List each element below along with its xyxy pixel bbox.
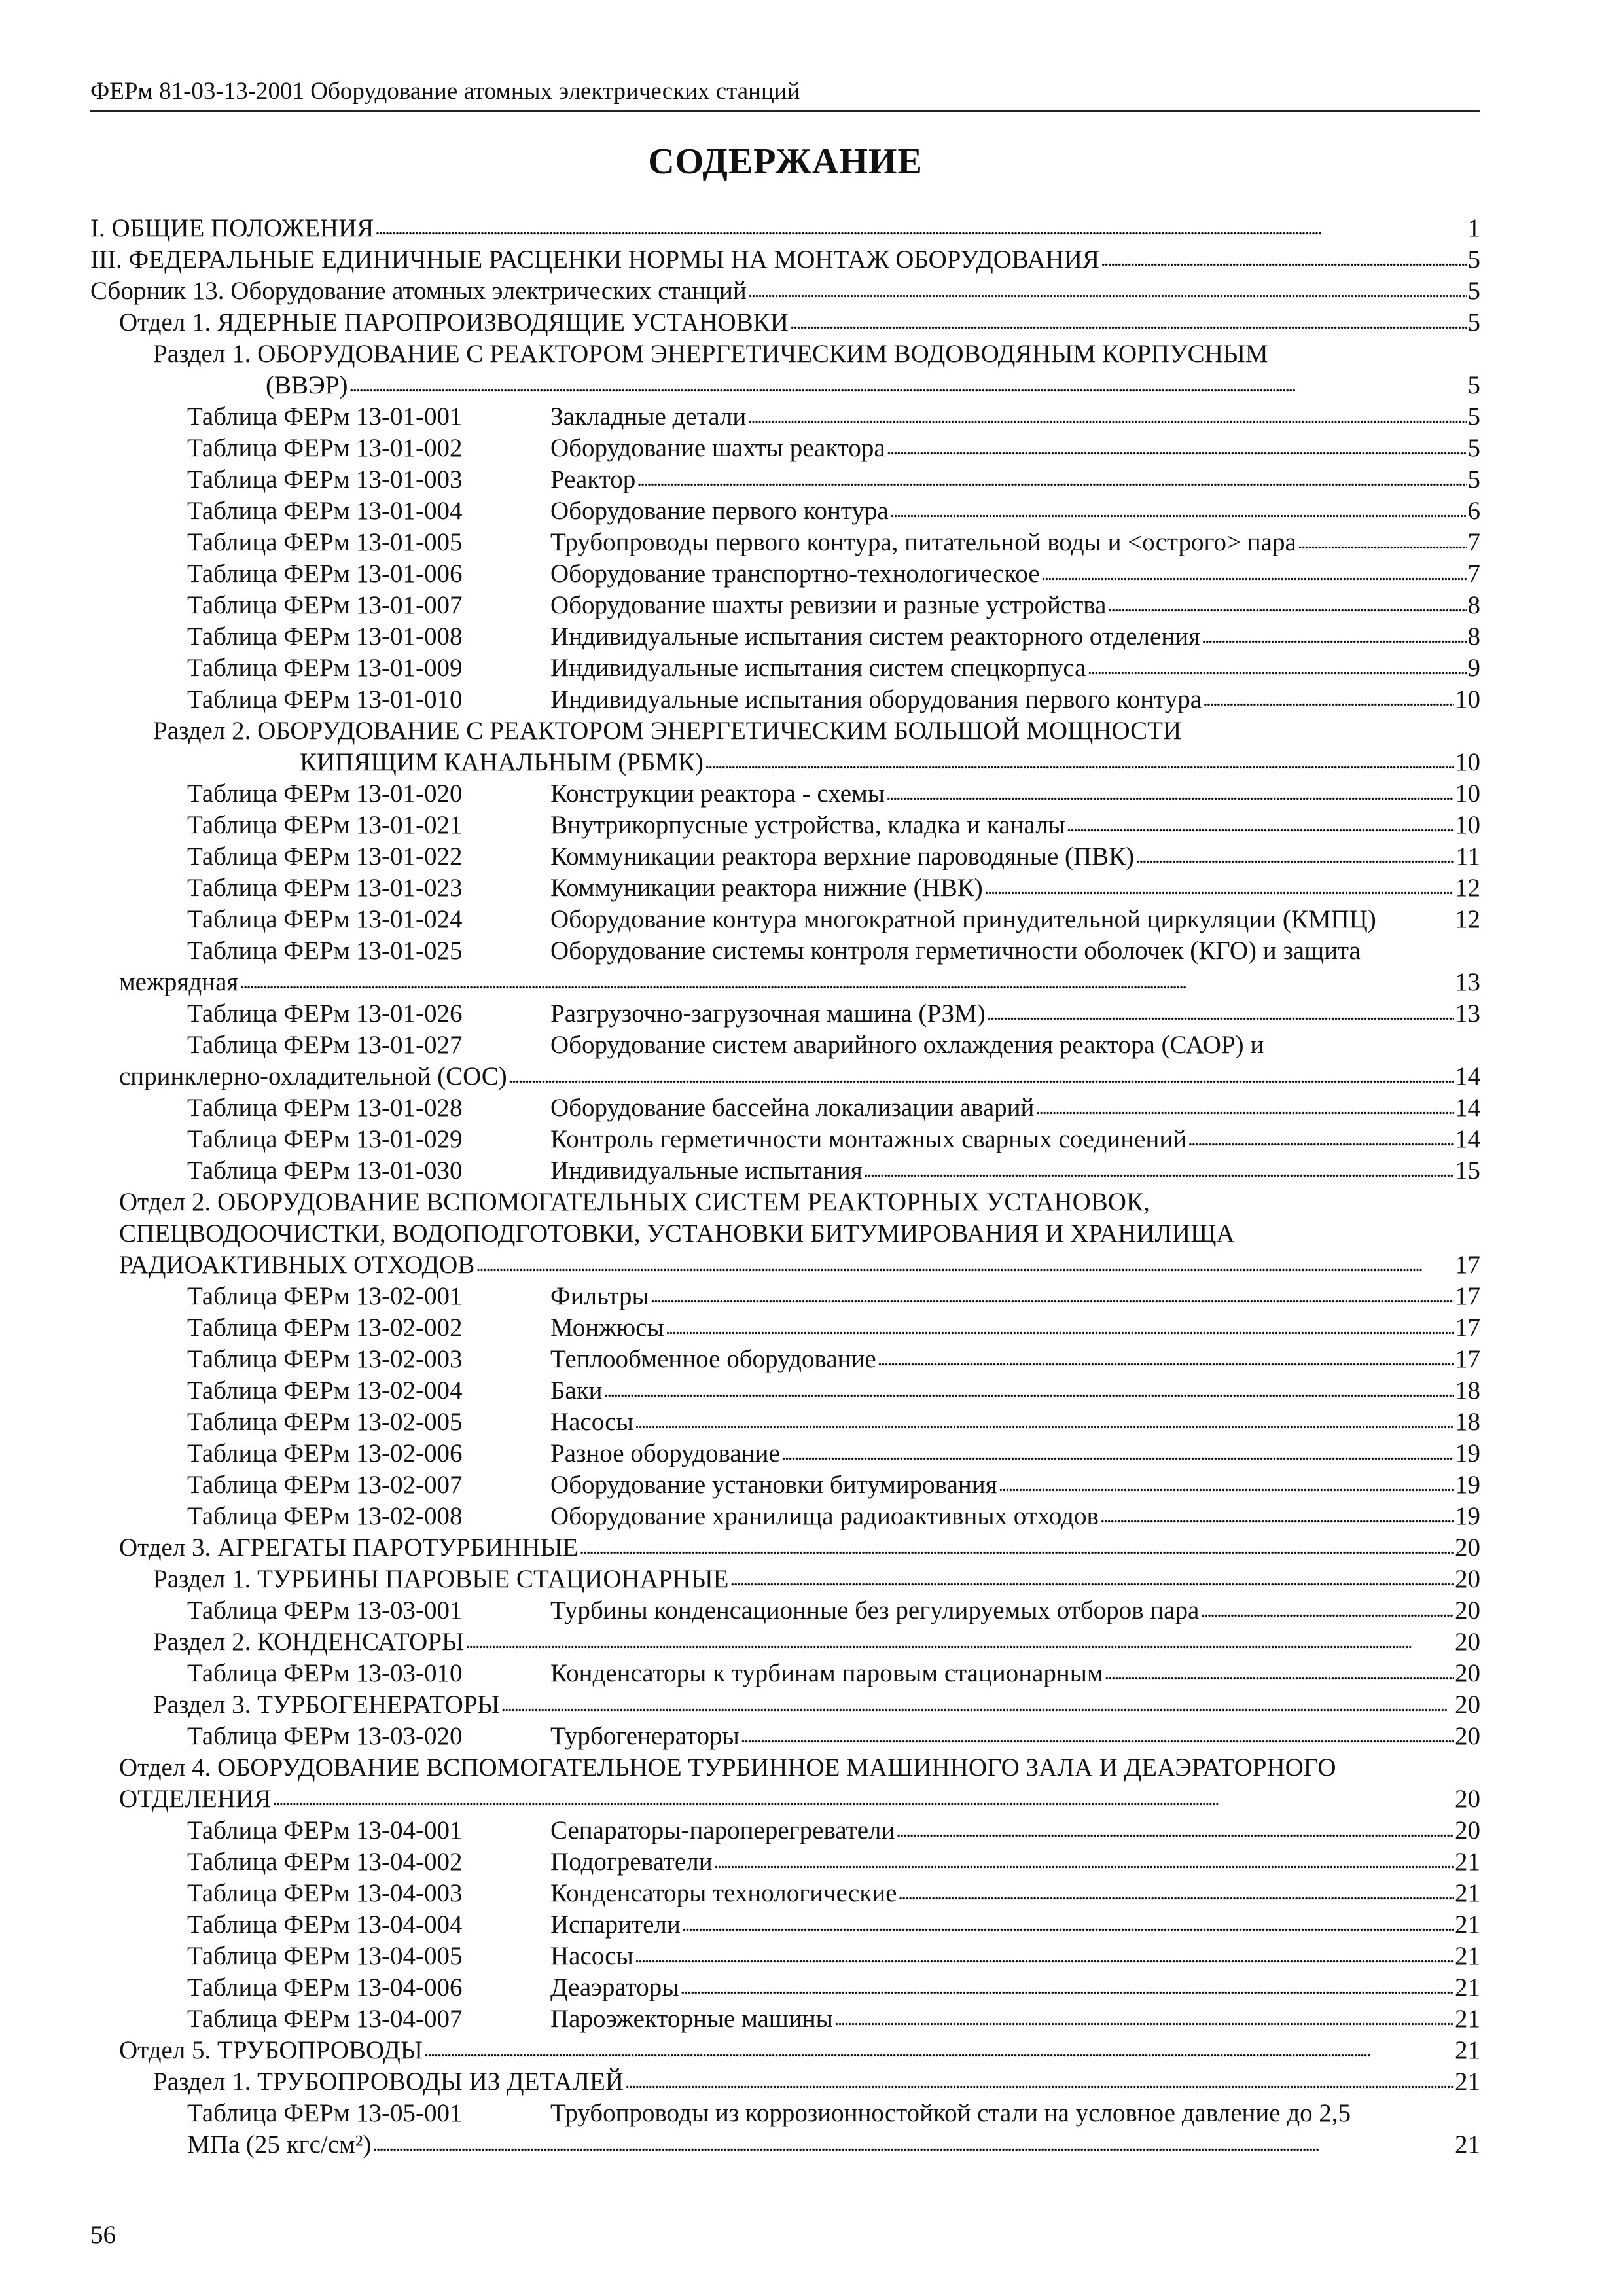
toc-dot-leader	[790, 305, 1467, 338]
toc-entry[interactable]	[90, 1595, 1480, 1626]
toc-table-id: Таблица ФЕРм 13-01-028	[187, 1094, 463, 1122]
toc-page-number: 14	[1455, 1094, 1480, 1122]
toc-dot-leader	[579, 1530, 1454, 1564]
toc-entry[interactable]	[90, 527, 1480, 558]
page-title: СОДЕРЖАНИЕ	[648, 141, 923, 182]
toc-table-id: Таблица ФЕРм 13-04-006	[187, 1973, 463, 2001]
toc-entry[interactable]	[90, 464, 1480, 495]
toc-entry-text: Раздел 3. ТУРБОГЕНЕРАТОРЫ	[153, 1691, 500, 1719]
toc-dot-leader	[890, 493, 1467, 527]
toc-table-id: Таблица ФЕРм 13-01-030	[187, 1157, 463, 1185]
toc-page-number: 11	[1455, 842, 1480, 870]
toc-dot-leader	[372, 2127, 1454, 2161]
toc-page-number: 5	[1467, 245, 1480, 274]
toc-table-id: Таблица ФЕРм 13-04-001	[187, 1816, 463, 1844]
toc-entry-text: Оборудование установки битумирования	[550, 1471, 997, 1499]
toc-entry-text: Индивидуальные испытания	[550, 1157, 863, 1185]
toc-entry[interactable]	[90, 1375, 1480, 1407]
toc-entry[interactable]	[90, 276, 1480, 307]
toc-dot-leader	[375, 211, 1466, 244]
toc-entry[interactable]	[90, 1469, 1480, 1501]
toc-dot-leader	[1135, 839, 1454, 872]
toc-dot-leader	[1200, 1593, 1454, 1626]
toc-entry-text: Отдел 2. ОБОРУДОВАНИЕ ВСПОМОГАТЕЛЬНЫХ СИСТЕМ РЕАКТОРНЫХ УСТАНОВОК,	[119, 1188, 1150, 1216]
toc-entry[interactable]	[90, 1532, 1480, 1564]
toc-dot-leader	[748, 274, 1467, 307]
toc-dot-leader	[666, 1310, 1454, 1344]
toc-entry[interactable]	[90, 1878, 1480, 1909]
toc-entry-text: Раздел 1. ТУРБИНЫ ПАРОВЫЕ СТАЦИОНАРНЫЕ	[153, 1565, 729, 1593]
toc-dot-leader	[635, 1939, 1454, 1972]
toc-dot-leader	[878, 1342, 1454, 1375]
toc-table-id: Таблица ФЕРм 13-01-010	[187, 685, 463, 713]
toc-entry-text: Деаэраторы	[550, 1973, 679, 2001]
toc-entry-text: Закладные детали	[550, 403, 747, 431]
toc-table-id: Таблица ФЕРм 13-02-001	[187, 1282, 463, 1310]
toc-entry-text: Раздел 1. ОБОРУДОВАНИЕ С РЕАКТОРОМ ЭНЕРГЕТИЧЕСКИМ ВОДОВОДЯНЫМ КОРПУСНЫМ	[153, 340, 1268, 368]
toc-dot-leader	[501, 1687, 1454, 1721]
toc-dot-leader	[1100, 1499, 1454, 1532]
toc-page-number: 20	[1455, 1628, 1480, 1656]
toc-entry-text: Сепараторы-пароперегреватели	[550, 1816, 895, 1844]
toc-table-id: Таблица ФЕРм 13-01-023	[187, 874, 463, 902]
toc-page-number: 5	[1467, 434, 1480, 462]
toc-entry-text: Оборудование систем аварийного охлаждения реактора (САОР) и	[550, 1031, 1264, 1059]
toc-table-id: Таблица ФЕРм 13-04-005	[187, 1942, 463, 1970]
toc-entry[interactable]	[90, 1187, 1480, 1218]
toc-entry-text: Разное оборудование	[550, 1439, 780, 1467]
toc-page-number: 10	[1455, 685, 1480, 713]
toc-dot-leader	[1108, 588, 1467, 621]
toc-page-number: 20	[1455, 1816, 1480, 1844]
toc-entry-text: Пароэжекторные машины	[550, 2005, 833, 2033]
toc-dot-leader	[349, 368, 1466, 401]
toc-entry-text: межрядная	[119, 968, 239, 996]
toc-entry-text: Оборудование системы контроля герметичности оболочек (КГО) и защита	[550, 937, 1361, 965]
toc-table-id: Таблица ФЕРм 13-01-004	[187, 497, 463, 525]
toc-table-id: Таблица ФЕРм 13-04-004	[187, 1910, 463, 1939]
toc-entry[interactable]	[90, 558, 1480, 590]
toc-page-number: 13	[1455, 999, 1480, 1028]
toc-dot-leader	[1035, 1090, 1454, 1124]
toc-entry-text: I. ОБЩИЕ ПОЛОЖЕНИЯ	[90, 214, 374, 242]
toc-page-number: 21	[1455, 2005, 1480, 2033]
toc-table-id: Таблица ФЕРм 13-05-001	[187, 2099, 463, 2127]
toc-table-id: Таблица ФЕРм 13-01-002	[187, 434, 463, 462]
toc-entry[interactable]	[90, 1564, 1480, 1595]
toc-entry-text: Реактор	[550, 465, 636, 493]
toc-entry[interactable]	[90, 213, 1480, 244]
toc-table-id: Таблица ФЕРм 13-01-009	[187, 654, 463, 682]
toc-dot-leader	[741, 1719, 1454, 1752]
toc-entry-text: МПа (25 кгс/см²)	[187, 2130, 372, 2159]
toc-entry-text: Оборудование контура многократной принудительной циркуляции (КМПЦ)	[550, 905, 1376, 933]
toc-dot-leader	[1041, 556, 1467, 590]
toc-table-id: Таблица ФЕРм 13-01-006	[187, 560, 463, 588]
toc-dot-leader	[1067, 808, 1454, 841]
toc-entry-text: Отдел 4. ОБОРУДОВАНИЕ ВСПОМОГАТЕЛЬНОЕ ТУРБИННОЕ МАШИННОГО ЗАЛА И ДЕАЭРАТОРНОГО	[119, 1753, 1336, 1782]
toc-dot-leader	[1298, 525, 1467, 558]
toc-dot-leader	[604, 1373, 1454, 1407]
toc-entry-text: Турбины конденсационные без регулируемых отборов пара	[550, 1596, 1200, 1624]
toc-page-number: 21	[1455, 1942, 1480, 1970]
toc-page-number: 21	[1455, 2130, 1480, 2159]
toc-table-id: Таблица ФЕРм 13-01-021	[187, 811, 463, 839]
toc-entry-text: Внутрикорпусные устройства, кладка и каналы	[550, 811, 1065, 839]
toc-page-number: 21	[1455, 2036, 1480, 2064]
toc-dot-leader	[864, 1153, 1454, 1187]
toc-entry[interactable]	[90, 998, 1480, 1030]
toc-entry-text: Отдел 3. АГРЕГАТЫ ПАРОТУРБИННЫЕ	[119, 1534, 579, 1562]
toc-entry-text: Трубопроводы из коррозионностойкой стали на условное давление до 2,5	[550, 2099, 1351, 2127]
toc-page-number: 5	[1467, 371, 1480, 399]
toc-dot-leader	[637, 462, 1466, 495]
toc-page-number: 10	[1455, 780, 1480, 808]
toc-entry[interactable]	[90, 1846, 1480, 1878]
toc-entry[interactable]	[90, 967, 1480, 998]
toc-page-number: 17	[1455, 1282, 1480, 1310]
toc-entry[interactable]	[90, 1344, 1480, 1375]
toc-entry-text: III. ФЕДЕРАЛЬНЫЕ ЕДИНИЧНЫЕ РАСЦЕНКИ НОРМЫ НА МОНТАЖ ОБОРУДОВАНИЯ	[90, 245, 1099, 274]
toc-page-number: 21	[1455, 1973, 1480, 2001]
toc-entry[interactable]	[90, 1407, 1480, 1438]
toc-page-number: 17	[1455, 1314, 1480, 1342]
toc-table-id: Таблица ФЕРм 13-03-001	[187, 1596, 463, 1624]
toc-entry[interactable]	[90, 935, 1480, 967]
toc-dot-leader	[508, 1059, 1454, 1092]
toc-entry[interactable]	[90, 1626, 1480, 1658]
toc-entry[interactable]	[90, 1155, 1480, 1187]
toc-dot-leader	[834, 2001, 1454, 2035]
toc-entry-text: Баки	[550, 1376, 603, 1405]
toc-entry[interactable]	[90, 495, 1480, 527]
toc-entry-text: Индивидуальные испытания систем спецкорпуса	[550, 654, 1086, 682]
toc-page-number: 21	[1455, 1848, 1480, 1876]
toc-dot-leader	[680, 1970, 1454, 2003]
toc-table-id: Таблица ФЕРм 13-01-008	[187, 622, 463, 651]
toc-entry[interactable]	[90, 433, 1480, 464]
toc-dot-leader	[635, 1405, 1454, 1438]
toc-page-number: 9	[1467, 654, 1480, 682]
toc-entry-text: Оборудование транспортно-технологическое	[550, 560, 1040, 588]
toc-entry[interactable]	[90, 2098, 1480, 2129]
toc-entry-text: Турбогенераторы	[550, 1722, 740, 1750]
toc-dot-leader	[714, 1844, 1454, 1878]
toc-dot-leader	[1203, 682, 1454, 715]
toc-page-number: 21	[1455, 2068, 1480, 2096]
toc-dot-leader	[898, 1876, 1454, 1909]
toc-dot-leader	[705, 745, 1454, 778]
toc-entry-text: ОТДЕЛЕНИЯ	[119, 1785, 272, 1813]
toc-page-number: 18	[1455, 1408, 1480, 1436]
toc-page-number: 17	[1455, 1251, 1480, 1279]
toc-dot-leader	[1088, 651, 1467, 684]
toc-page-number: 14	[1455, 1125, 1480, 1153]
toc-table-id: Таблица ФЕРм 13-02-008	[187, 1502, 463, 1530]
toc-dot-leader	[1101, 242, 1467, 276]
toc-entry-text: Насосы	[550, 1408, 633, 1436]
toc-entry[interactable]	[90, 1124, 1480, 1155]
toc-entry-text: РАДИОАКТИВНЫХ ОТХОДОВ	[119, 1251, 475, 1279]
toc-entry[interactable]	[90, 684, 1480, 715]
toc-entry-text: Раздел 1. ТРУБОПРОВОДЫ ИЗ ДЕТАЛЕЙ	[153, 2068, 624, 2096]
toc-entry[interactable]	[90, 1092, 1480, 1124]
toc-table-id: Таблица ФЕРм 13-01-022	[187, 842, 463, 870]
toc-dot-leader	[465, 1624, 1454, 1658]
toc-entry-text: СПЕЦВОДООЧИСТКИ, ВОДОПОДГОТОВКИ, УСТАНОВКИ БИТУМИРОВАНИЯ И ХРАНИЛИЩА	[119, 1219, 1235, 1247]
toc-entry[interactable]	[90, 904, 1480, 935]
toc-entry-text: спринклерно-охладительной (СОС)	[119, 1062, 507, 1090]
toc-entry[interactable]	[90, 1061, 1480, 1092]
toc-entry[interactable]	[90, 872, 1480, 904]
toc-page-number: 14	[1455, 1062, 1480, 1090]
toc-entry[interactable]	[90, 2035, 1480, 2066]
toc-page-number: 5	[1467, 308, 1480, 336]
toc-page-number: 20	[1455, 1722, 1480, 1750]
toc-entry[interactable]	[90, 1249, 1480, 1281]
toc-dot-leader	[1202, 619, 1466, 653]
toc-table-id: Таблица ФЕРм 13-01-005	[187, 528, 463, 556]
toc-entry[interactable]	[90, 1721, 1480, 1752]
toc-table-id: Таблица ФЕРм 13-02-003	[187, 1345, 463, 1373]
toc-table-id: Таблица ФЕРм 13-02-002	[187, 1314, 463, 1342]
toc-entry-text: Фильтры	[550, 1282, 649, 1310]
toc-page-number: 10	[1455, 748, 1480, 776]
toc-entry-text: Оборудование бассейна локализации аварий	[550, 1094, 1035, 1122]
toc-page-number: 10	[1455, 811, 1480, 839]
toc-entry-text: Испарители	[550, 1910, 681, 1939]
toc-table-id: Таблица ФЕРм 13-02-004	[187, 1376, 463, 1405]
toc-entry-text: Конденсаторы к турбинам паровым стационарным	[550, 1659, 1103, 1687]
toc-dot-leader	[1105, 1656, 1454, 1689]
toc-entry[interactable]	[90, 1784, 1480, 1815]
toc-entry-text: Контроль герметичности монтажных сварных соединений	[550, 1125, 1187, 1153]
toc-table-id: Таблица ФЕРм 13-03-020	[187, 1722, 463, 1750]
toc-entry[interactable]	[90, 1658, 1480, 1689]
toc-page-number: 20	[1455, 1691, 1480, 1719]
toc-entry-text: (ВВЭР)	[266, 371, 348, 399]
toc-dot-leader	[625, 2064, 1454, 2098]
toc-entry[interactable]	[90, 621, 1480, 653]
toc-table-id: Таблица ФЕРм 13-01-003	[187, 465, 463, 493]
toc-entry[interactable]	[90, 307, 1480, 338]
toc-entry-text: Конструкции реактора - схемы	[550, 780, 885, 808]
toc-entry-text: Индивидуальные испытания оборудования первого контура	[550, 685, 1202, 713]
toc-entry[interactable]	[90, 1972, 1480, 2003]
toc-entry-text: Раздел 2. ОБОРУДОВАНИЕ С РЕАКТОРОМ ЭНЕРГЕТИЧЕСКИМ БОЛЬШОЙ МОЩНОСТИ	[153, 717, 1182, 745]
toc-dot-leader	[651, 1279, 1454, 1312]
toc-page-number: 6	[1467, 497, 1480, 525]
toc-entry[interactable]	[90, 1689, 1480, 1721]
toc-dot-leader	[240, 965, 1454, 998]
toc-table-id: Таблица ФЕРм 13-01-026	[187, 999, 463, 1028]
toc-page-number: 15	[1455, 1157, 1480, 1185]
toc-table-id: Таблица ФЕРм 13-03-010	[187, 1659, 463, 1687]
toc-entry-text: Раздел 2. КОНДЕНСАТОРЫ	[153, 1628, 465, 1656]
toc-table-id: Таблица ФЕРм 13-01-020	[187, 780, 463, 808]
toc-entry-text: Коммуникации реактора верхние пароводяные (ПВК)	[550, 842, 1135, 870]
toc-entry[interactable]	[90, 1438, 1480, 1469]
toc-entry-text: Подогреватели	[550, 1848, 713, 1876]
toc-entry-text: Конденсаторы технологические	[550, 1879, 897, 1907]
toc-entry[interactable]	[90, 401, 1480, 433]
toc-page-number: 1	[1467, 214, 1480, 242]
toc-table-id: Таблица ФЕРм 13-02-006	[187, 1439, 463, 1467]
toc-table-id: Таблица ФЕРм 13-02-005	[187, 1408, 463, 1436]
toc-entry-text: Теплообменное оборудование	[550, 1345, 876, 1373]
toc-entry-text: Разгрузочно-загрузочная машина (РЗМ)	[550, 999, 986, 1028]
toc-entry[interactable]	[90, 2066, 1480, 2098]
toc-entry-text: Индивидуальные испытания систем реакторного отделения	[550, 622, 1201, 651]
toc-page-number: 7	[1467, 528, 1480, 556]
toc-table-id: Таблица ФЕРм 13-01-025	[187, 937, 463, 965]
toc-page-number: 5	[1467, 403, 1480, 431]
toc-table-id: Таблица ФЕРм 13-01-029	[187, 1125, 463, 1153]
toc-page-number: 8	[1467, 622, 1480, 651]
toc-entry[interactable]	[90, 2003, 1480, 2035]
toc-page-number: 12	[1455, 905, 1480, 933]
toc-table-id: Таблица ФЕРм 13-02-007	[187, 1471, 463, 1499]
toc-entry-text: КИПЯЩИМ КАНАЛЬНЫМ (РБМК)	[300, 748, 704, 776]
toc-table-id: Таблица ФЕРм 13-04-003	[187, 1879, 463, 1907]
toc-entry-text: Оборудование хранилища радиоактивных отходов	[550, 1502, 1099, 1530]
toc-table-id: Таблица ФЕРм 13-01-024	[187, 905, 463, 933]
toc-page-number: 5	[1467, 277, 1480, 305]
toc-entry[interactable]	[90, 778, 1480, 810]
toc-dot-leader	[1188, 1122, 1454, 1155]
toc-page-number: 12	[1455, 874, 1480, 902]
toc-entry[interactable]	[90, 1281, 1480, 1312]
toc-dot-leader	[999, 1467, 1454, 1501]
toc-page-number: 13	[1455, 968, 1480, 996]
toc-dot-leader	[476, 1247, 1454, 1281]
toc-entry[interactable]	[90, 244, 1480, 276]
toc-dot-leader	[886, 776, 1454, 810]
toc-entry[interactable]	[90, 1312, 1480, 1344]
toc-dot-leader	[424, 2033, 1454, 2066]
toc-entry-text: Оборудование первого контура	[550, 497, 889, 525]
toc-entry[interactable]	[90, 1815, 1480, 1846]
toc-entry[interactable]	[90, 715, 1480, 747]
toc-entry[interactable]	[90, 1909, 1480, 1941]
toc-entry[interactable]	[90, 1030, 1480, 1061]
toc-entry[interactable]	[90, 1501, 1480, 1532]
toc-entry-text: Сборник 13. Оборудование атомных электрических станций	[90, 277, 747, 305]
toc-entry-text: Оборудование шахты ревизии и разные устройства	[550, 591, 1107, 619]
toc-dot-leader	[987, 996, 1454, 1030]
toc-dot-leader	[984, 870, 1454, 904]
toc-table-id: Таблица ФЕРм 13-04-007	[187, 2005, 463, 2033]
toc-page-number: 21	[1455, 1879, 1480, 1907]
page-number: 56	[90, 2221, 116, 2249]
toc-dot-leader	[747, 399, 1466, 433]
toc-page-number: 8	[1467, 591, 1480, 619]
toc-dot-leader	[730, 1562, 1454, 1595]
toc-entry[interactable]	[90, 810, 1480, 841]
toc-page-number: 17	[1455, 1345, 1480, 1373]
toc-entry[interactable]	[90, 1941, 1480, 1972]
toc-entry[interactable]	[90, 2129, 1480, 2161]
toc-page-number: 19	[1455, 1471, 1480, 1499]
toc-dot-leader	[887, 431, 1467, 464]
toc-table-id: Таблица ФЕРм 13-04-002	[187, 1848, 463, 1876]
toc-entry-text: Отдел 1. ЯДЕРНЫЕ ПАРОПРОИЗВОДЯЩИЕ УСТАНОВКИ	[119, 308, 789, 336]
toc-dot-leader	[896, 1813, 1454, 1846]
table-of-contents	[90, 213, 1480, 2161]
toc-table-id: Таблица ФЕРм 13-01-007	[187, 591, 463, 619]
toc-entry[interactable]	[90, 590, 1480, 621]
toc-page-number: 18	[1455, 1376, 1480, 1405]
running-header: ФЕРм 81-03-13-2001 Оборудование атомных электрических станций	[90, 77, 1480, 112]
toc-entry-text: Коммуникации реактора нижние (НВК)	[550, 874, 983, 902]
toc-entry-text: Монжюсы	[550, 1314, 664, 1342]
toc-page-number: 7	[1467, 560, 1480, 588]
toc-page-number: 20	[1455, 1565, 1480, 1593]
toc-page-number: 19	[1455, 1439, 1480, 1467]
toc-dot-leader	[272, 1782, 1454, 1815]
toc-page-number: 21	[1455, 1910, 1480, 1939]
toc-dot-leader	[781, 1436, 1454, 1469]
toc-entry[interactable]	[90, 1218, 1480, 1249]
toc-table-id: Таблица ФЕРм 13-01-027	[187, 1031, 463, 1059]
toc-entry-text: Трубопроводы первого контура, питательной воды и <острого> пара	[550, 528, 1296, 556]
toc-entry-text: Отдел 5. ТРУБОПРОВОДЫ	[119, 2036, 423, 2064]
toc-page-number: 5	[1467, 465, 1480, 493]
toc-page-number: 20	[1455, 1785, 1480, 1813]
toc-page-number: 20	[1455, 1534, 1480, 1562]
toc-entry[interactable]	[90, 841, 1480, 872]
toc-entry[interactable]	[90, 338, 1480, 370]
toc-dot-leader	[682, 1907, 1454, 1941]
toc-entry-text: Оборудование шахты реактора	[550, 434, 885, 462]
toc-page-number: 20	[1455, 1659, 1480, 1687]
toc-page-number: 19	[1455, 1502, 1480, 1530]
toc-table-id: Таблица ФЕРм 13-01-001	[187, 403, 463, 431]
toc-entry[interactable]	[90, 747, 1480, 778]
toc-entry[interactable]	[90, 1752, 1480, 1784]
toc-entry[interactable]	[90, 370, 1480, 401]
toc-page-number: 20	[1455, 1596, 1480, 1624]
toc-entry[interactable]	[90, 653, 1480, 684]
toc-entry-text: Насосы	[550, 1942, 633, 1970]
